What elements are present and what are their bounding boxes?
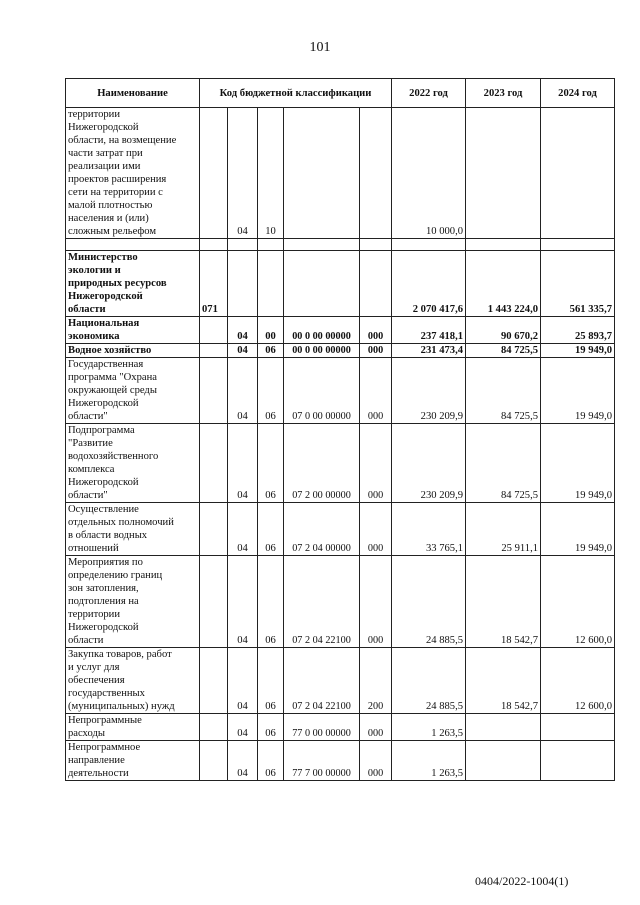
code-department: [200, 358, 228, 424]
value-2024: 19 949,0: [541, 424, 615, 503]
code-section: 04: [228, 358, 258, 424]
code-subsection: 06: [258, 741, 284, 781]
code-target-article: 07 2 04 00000: [284, 503, 360, 556]
code-department: [200, 714, 228, 741]
code-target-article: 00 0 00 00000: [284, 344, 360, 358]
code-expense-type: 000: [360, 317, 392, 344]
code-section: 04: [228, 556, 258, 648]
row-name: Закупка товаров, работ и услуг для обеспечения государственных (муниципальных) нужд: [66, 648, 200, 714]
table-row: [66, 714, 615, 741]
table-row: [66, 108, 615, 239]
row-name: Государственная программа "Охрана окружающей среды Нижегородской области": [66, 358, 200, 424]
code-subsection: 00: [258, 317, 284, 344]
row-name: Национальная экономика: [66, 317, 200, 344]
value-2023: 84 725,5: [466, 358, 541, 424]
value-2022: 2 070 417,6: [392, 251, 466, 317]
value-2024: [541, 108, 615, 239]
code-section: 04: [228, 648, 258, 714]
code-department: [200, 503, 228, 556]
header-2023: 2023 год: [466, 79, 541, 108]
table-row: [66, 358, 615, 424]
table-row: [66, 251, 615, 317]
code-expense-type: 000: [360, 424, 392, 503]
value-2023: 18 542,7: [466, 648, 541, 714]
value-2022: 1 263,5: [392, 741, 466, 781]
value-2024: 25 893,7: [541, 317, 615, 344]
code-target-article: 07 2 04 22100: [284, 556, 360, 648]
value-2022: 230 209,9: [392, 358, 466, 424]
code-expense-type: 000: [360, 556, 392, 648]
spacer-cell: [360, 239, 392, 251]
code-subsection: 06: [258, 714, 284, 741]
value-2022: 237 418,1: [392, 317, 466, 344]
code-target-article: 07 0 00 00000: [284, 358, 360, 424]
code-expense-type: [360, 108, 392, 239]
code-subsection: 06: [258, 358, 284, 424]
spacer-cell: [392, 239, 466, 251]
code-expense-type: 000: [360, 503, 392, 556]
value-2023: 84 725,5: [466, 344, 541, 358]
value-2024: [541, 741, 615, 781]
value-2022: 230 209,9: [392, 424, 466, 503]
code-section: 04: [228, 108, 258, 239]
code-subsection: 06: [258, 648, 284, 714]
spacer-cell: [66, 239, 200, 251]
code-department: [200, 741, 228, 781]
code-target-article: 77 7 00 00000: [284, 741, 360, 781]
row-name: Непрограммное направление деятельности: [66, 741, 200, 781]
value-2024: [541, 714, 615, 741]
spacer-cell: [228, 239, 258, 251]
code-subsection: 06: [258, 424, 284, 503]
code-subsection: 10: [258, 108, 284, 239]
value-2022: 10 000,0: [392, 108, 466, 239]
code-department: [200, 108, 228, 239]
code-expense-type: 000: [360, 344, 392, 358]
header-2022: 2022 год: [392, 79, 466, 108]
value-2023: 84 725,5: [466, 424, 541, 503]
code-target-article: 77 0 00 00000: [284, 714, 360, 741]
code-section: 04: [228, 741, 258, 781]
code-department: [200, 556, 228, 648]
value-2023: [466, 741, 541, 781]
code-department: 071: [200, 251, 228, 317]
code-subsection: 06: [258, 503, 284, 556]
value-2022: 231 473,4: [392, 344, 466, 358]
table-row: [66, 556, 615, 648]
row-name: территории Нижегородской области, на возмещение части затрат при реализации ими проектов расширения сети на территории с малой плотностью населения и (или) сложным рельефом: [66, 108, 200, 239]
code-section: 04: [228, 424, 258, 503]
spacer-cell: [284, 239, 360, 251]
row-name: Подпрограмма "Развитие водохозяйственного комплекса Нижегородской области": [66, 424, 200, 503]
value-2023: 18 542,7: [466, 556, 541, 648]
row-name: Непрограммные расходы: [66, 714, 200, 741]
code-subsection: [258, 251, 284, 317]
document-code: 0404/2022-1004(1): [475, 874, 569, 888]
page-number: 101: [309, 40, 331, 55]
code-section: 04: [228, 714, 258, 741]
row-name: Мероприятия по определению границ зон затопления, подтопления на территории Нижегородской области: [66, 556, 200, 648]
code-subsection: 06: [258, 344, 284, 358]
code-target-article: 00 0 00 00000: [284, 317, 360, 344]
code-target-article: [284, 251, 360, 317]
value-2022: 24 885,5: [392, 648, 466, 714]
table-header-row: [66, 79, 615, 108]
header-2024: 2024 год: [541, 79, 615, 108]
value-2023: 90 670,2: [466, 317, 541, 344]
code-department: [200, 648, 228, 714]
budget-table: [65, 78, 615, 781]
value-2024: 12 600,0: [541, 648, 615, 714]
code-expense-type: 000: [360, 714, 392, 741]
code-section: 04: [228, 503, 258, 556]
table-row: [66, 741, 615, 781]
value-2024: 12 600,0: [541, 556, 615, 648]
code-expense-type: [360, 251, 392, 317]
header-code: Код бюджетной классификации: [200, 79, 392, 108]
spacer-cell: [466, 239, 541, 251]
code-target-article: 07 2 04 22100: [284, 648, 360, 714]
spacer-cell: [541, 239, 615, 251]
value-2022: 1 263,5: [392, 714, 466, 741]
table-row: [66, 424, 615, 503]
value-2022: 24 885,5: [392, 556, 466, 648]
value-2022: 33 765,1: [392, 503, 466, 556]
spacer-cell: [258, 239, 284, 251]
value-2023: 1 443 224,0: [466, 251, 541, 317]
code-target-article: 07 2 00 00000: [284, 424, 360, 503]
row-name: Водное хозяйство: [66, 344, 200, 358]
code-expense-type: 200: [360, 648, 392, 714]
spacer-row: [66, 239, 615, 251]
code-expense-type: 000: [360, 358, 392, 424]
code-expense-type: 000: [360, 741, 392, 781]
table-row: [66, 344, 615, 358]
value-2024: 19 949,0: [541, 344, 615, 358]
code-section: 04: [228, 317, 258, 344]
code-department: [200, 424, 228, 503]
value-2023: [466, 108, 541, 239]
table-row: [66, 503, 615, 556]
value-2024: 561 335,7: [541, 251, 615, 317]
value-2024: 19 949,0: [541, 358, 615, 424]
value-2023: [466, 714, 541, 741]
code-section: [228, 251, 258, 317]
code-subsection: 06: [258, 556, 284, 648]
code-department: [200, 344, 228, 358]
table-row: [66, 317, 615, 344]
value-2024: 19 949,0: [541, 503, 615, 556]
code-department: [200, 317, 228, 344]
code-target-article: [284, 108, 360, 239]
row-name: Министерство экологии и природных ресурсов Нижегородской области: [66, 251, 200, 317]
spacer-cell: [200, 239, 228, 251]
row-name: Осуществление отдельных полномочий в области водных отношений: [66, 503, 200, 556]
table-row: [66, 648, 615, 714]
header-name: Наименование: [66, 79, 200, 108]
code-section: 04: [228, 344, 258, 358]
value-2023: 25 911,1: [466, 503, 541, 556]
